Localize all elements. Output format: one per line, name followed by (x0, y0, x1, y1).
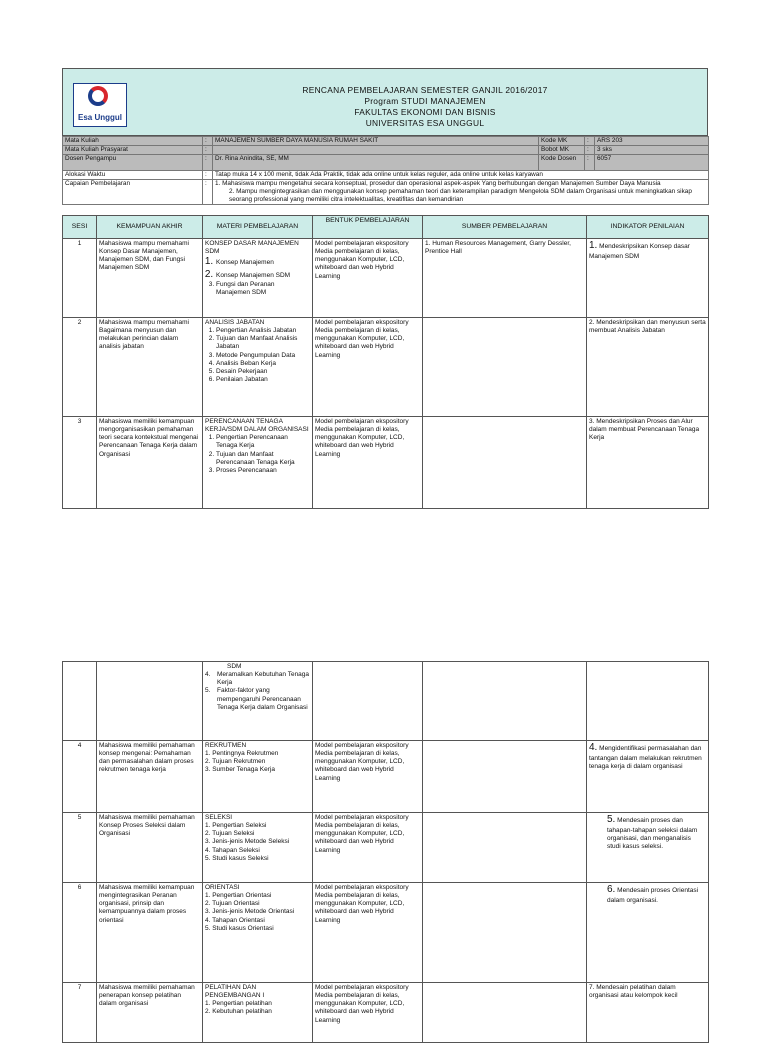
materi-cell (203, 239, 313, 318)
materi-title: SELEKSI (205, 814, 233, 821)
materi-item: 2. Tujuan dan Manfaat Perencanaan Tenaga Kerja (216, 451, 310, 467)
col-sesi: SESI (63, 216, 97, 239)
bentuk-cell (313, 318, 423, 417)
bentuk-item-1: Model pembelajaran ekspository (315, 742, 409, 749)
capaian-item-2: 2. Mampu mengintegrasikan dan menggunakan konsep pemahaman teori dan keterampilan paradigm Mengelola SDM dalam Organisasi untuk meningkatkan sikap seorang professional yang memiliki citra intelektualitas, kreatifitas dan kemandirian (229, 188, 692, 203)
bentuk-cell (313, 239, 423, 318)
bentuk-item-2: Media pembelajaran di kelas, menggunakan Komputer, LCD, whiteboard dan web Hybrid Learning (315, 992, 405, 1024)
bentuk-item-2: Media pembelajaran di kelas, menggunakan Komputer, LCD, whiteboard dan web Hybrid Learning (315, 327, 405, 359)
bentuk-cell (313, 883, 423, 983)
materi-item: 1. Pengertian Seleksi (205, 822, 267, 830)
bobot-value: 3 sks (595, 146, 709, 155)
university-logo (73, 83, 127, 127)
mata-kuliah-label: Mata Kuliah (63, 137, 203, 146)
materi-title: PERENCANAAN TENAGA KERJA/SDM DALAM ORGANISASI (205, 418, 309, 434)
materi-cell (203, 741, 313, 813)
bentuk-item-1: Model pembelajaran ekspository (315, 984, 409, 991)
rps-table (62, 215, 709, 509)
materi-item: 2. Tujuan Orientasi (205, 900, 260, 908)
indikator-cell: 3. Mendeskripsikan Proses dan Alur dalam membuat Perencanaan Tenaga Kerja (587, 417, 709, 509)
materi-item: 4. Tahapan Seleksi (205, 846, 260, 854)
sesi-cell: 7 (63, 983, 97, 1043)
table-row (63, 318, 709, 417)
materi-cell (203, 983, 313, 1043)
materi-title: PELATIHAN DAN PENGEMBANGAN I (205, 984, 265, 1000)
col-indikator: INDIKATOR PENILAIAN (587, 216, 709, 239)
materi-item: 1. Pengertian Orientasi (205, 892, 272, 900)
sumber-cell: 1. Human Resources Management, Garry Dessler, Prentice Hall (423, 239, 587, 318)
materi-title: ANALISIS JABATAN (205, 319, 265, 326)
mata-kuliah-value: MANAJEMEN SUMBER DAYA MANUSIA RUMAH SAKIT (213, 137, 539, 146)
logo-emblem-icon (88, 86, 108, 106)
kode-mk-value: ARS 203 (595, 137, 709, 146)
dosen-value: Dr. Rina Anindita, SE, MM (213, 155, 539, 171)
indikator-cell: 6. Mendesain proses Orientasi dalam organisasi. (587, 883, 709, 983)
materi-item: 4. Tahapan Orientasi (205, 916, 265, 924)
bentuk-item-1: Model pembelajaran ekspository (315, 418, 409, 425)
bentuk-cell (313, 813, 423, 883)
materi-item: 4. Meramalkan Kebutuhan Tenaga Kerja (205, 671, 310, 687)
kode-dosen-label: Kode Dosen (539, 155, 585, 171)
materi-item: 2. Tujuan Seleksi (205, 830, 255, 838)
materi-title: REKRUTMEN (205, 742, 247, 749)
indikator-cell: 1. Mendeskripsikan Konsep dasar Manajemen SDM (587, 239, 709, 318)
table-row (63, 883, 709, 983)
kemampuan-cell: Mahasiswa memiliki kemampuan mengorganisasikan pemahaman teori secara kontekstual mengenai Perencanaan Tenaga Kerja dalam Organisasi (97, 417, 203, 509)
bentuk-item-1: Model pembelajaran ekspository (315, 319, 409, 326)
bentuk-item-1: Model pembelajaran ekspository (315, 240, 409, 247)
materi-item: 3. Jenis-jenis Metode Orientasi (205, 908, 295, 916)
title-line-4: UNIVERSITAS ESA UNGGUL (365, 117, 485, 128)
capaian-label: Capaian Pembelajaran (63, 180, 203, 205)
col-kemampuan: KEMAMPUAN AKHIR (97, 216, 203, 239)
course-info-table: Mata Kuliah : MANAJEMEN SUMBER DAYA MANUSIA RUMAH SAKIT Kode MK : ARS 203 Mata Kuliah Prasyarat : Bobot MK : 3 sks Dosen Pengampu : Dr. Rina Anindita, SE, MM Kode Dosen : 6057 Alokasi Waktu : Tatap muka 14 x 100 menit, tidak Ada Praktik, tidak ada online untuk kelas reguler, ada online untuk kelas karyawan Capaian Pembelajaran : 1. Mahasiswa mampu mengetahui secara konseptual, prosedur dan operasional aspek-aspek Yang berhubungan dengan Manajemen Sumber Daya Manusia 2. Mampu mengintegrasikan dan menggunakan konsep pemahaman teori dan keterampilan paradigm Mengelola SDM dalam Organisasi untuk meningkatkan sikap seorang professional yang memiliki citra intelektualitas, kreatifitas dan kemandirian (62, 136, 709, 205)
table-row (63, 813, 709, 883)
kemampuan-cell: Mahasiswa memiliki kemampuan mengintegrasikan Peranan organisasi, prinsip dan kemampuannya dalam proses orientasi (97, 883, 203, 983)
bobot-label: Bobot MK (539, 146, 585, 155)
kemampuan-cell: Mahasiswa mampu memahami Bagaimana menyusun dan melakukan perincian dalam analisis jabatan (97, 318, 203, 417)
materi-item: 1. Pengertian pelatihan (205, 1000, 272, 1008)
sesi-cell: 1 (63, 239, 97, 318)
kemampuan-cell: Mahasiswa mampu memahami Konsep Dasar Manajemen, Manajemen SDM, dan Fungsi Manajemen SDM (97, 239, 203, 318)
materi-title: KONSEP DASAR MANAJEMEN SDM (205, 240, 299, 256)
materi-cell (203, 662, 313, 741)
bentuk-item-1: Model pembelajaran ekspository (315, 884, 409, 891)
materi-continued: SDM (227, 663, 242, 670)
materi-item: 2. Tujuan dan Manfaat Analisis Jabatan (216, 335, 310, 351)
kemampuan-cell: Mahasiswa memiliki pemahaman Konsep Proses Seleksi dalam Organisasi (97, 813, 203, 883)
materi-item: 2. Kebutuhan pelatihan (205, 1008, 272, 1016)
materi-cell (203, 318, 313, 417)
bentuk-item-2: Media pembelajaran di kelas, menggunakan Komputer, LCD, whiteboard dan web Hybrid Learning (315, 426, 405, 458)
sesi-cell: 5 (63, 813, 97, 883)
page-two (62, 661, 708, 1043)
materi-item: 2. Konsep Manajemen SDM (216, 269, 310, 282)
indikator-cell: 4. Mengidentifikasi permasalahan dan tantangan dalam melakukan rekrutmen tenaga kerja di dalam organisasi (587, 741, 709, 813)
bentuk-item-1: Model pembelajaran ekspository (315, 814, 409, 821)
indikator-cell: 5. Mendesain proses dan tahapan-tahapan seleksi dalam organisasi, dan menganalisis studi kasus seleksi. (587, 813, 709, 883)
page-one (62, 68, 708, 509)
materi-item: 3. Metode Pengumpulan Data (216, 352, 310, 360)
table-row (63, 983, 709, 1043)
materi-item: 3. Proses Perencanaan (216, 467, 310, 475)
bentuk-cell (313, 741, 423, 813)
sesi-cell: 6 (63, 883, 97, 983)
materi-item: 1. Konsep Manajemen (216, 256, 310, 269)
kemampuan-cell: Mahasiswa memiliki pemahaman konsep mengenai: Pemahaman dan permasalahan dalam proses rekrutmen tenaga kerja (97, 741, 203, 813)
materi-item: 4. Analisis Beban Kerja (216, 360, 310, 368)
capaian-item-1: 1. Mahasiswa mampu mengetahui secara konseptual, prosedur dan operasional aspek-aspek Yang berhubungan dengan Manajemen Sumber Daya Manusia (215, 180, 661, 187)
title-line-2: Program STUDI MANAJEMEN (364, 95, 486, 106)
materi-item: 3. Fungsi dan Peranan Manajemen SDM (216, 281, 310, 297)
materi-item: 3. Jenis-jenis Metode Seleksi (205, 838, 290, 846)
kode-mk-label: Kode MK (539, 137, 585, 146)
rps-table-continued (62, 661, 709, 1043)
materi-item: 2. Tujuan Rekrutmen (205, 758, 266, 766)
table-row (63, 417, 709, 509)
materi-item: 5. Desain Pekerjaan (216, 368, 310, 376)
bentuk-item-2: Media pembelajaran di kelas, menggunakan Komputer, LCD, whiteboard dan web Hybrid Learning (315, 892, 405, 924)
title-line-1: RENCANA PEMBELAJARAN SEMESTER GANJIL 2016/2017 (302, 85, 548, 95)
title-line-3: FAKULTAS EKONOMI DAN BISNIS (354, 106, 496, 117)
col-sumber: SUMBER PEMBELAJARAN (423, 216, 587, 239)
materi-item: 5. Studi kasus Seleksi (205, 854, 269, 862)
prasyarat-label: Mata Kuliah Prasyarat (63, 146, 203, 155)
materi-cell (203, 883, 313, 983)
bentuk-item-2: Media pembelajaran di kelas, menggunakan Komputer, LCD, whiteboard dan web Hybrid Learning (315, 248, 405, 280)
bentuk-cell (313, 417, 423, 509)
table-row (63, 239, 709, 318)
col-materi: MATERI PEMBELAJARAN (203, 216, 313, 239)
table-row (63, 662, 709, 741)
sumber-cell (423, 318, 587, 417)
sesi-cell: 3 (63, 417, 97, 509)
materi-cell (203, 417, 313, 509)
materi-cell (203, 813, 313, 883)
kode-dosen-value: 6057 (595, 155, 709, 171)
materi-item: 3. Sumber Tenaga Kerja (205, 766, 275, 774)
sesi-cell: 2 (63, 318, 97, 417)
alokasi-value: Tatap muka 14 x 100 menit, tidak Ada Praktik, tidak ada online untuk kelas reguler, ada online untuk kelas karyawan (213, 171, 709, 180)
bentuk-item-2: Media pembelajaran di kelas, menggunakan Komputer, LCD, whiteboard dan web Hybrid Learning (315, 750, 405, 782)
materi-item: 6. Penilaian Jabatan (216, 376, 310, 384)
capaian-value (213, 180, 709, 205)
document-title (153, 85, 697, 129)
materi-item: 1. Pentingnya Rekrutmen (205, 750, 279, 758)
dosen-label: Dosen Pengampu (63, 155, 203, 171)
materi-item: 5. Faktor-faktor yang mempengaruhi Perencanaan Tenaga Kerja dalam Organisasi (205, 687, 308, 711)
materi-item: 1. Pengertian Analisis Jabatan (216, 327, 310, 335)
bentuk-item-2: Media pembelajaran di kelas, menggunakan Komputer, LCD, whiteboard dan web Hybrid Learning (315, 822, 405, 854)
logo-text: Esa Unggul (77, 113, 122, 122)
document-header (62, 68, 708, 136)
materi-item: 5. Studi kasus Orientasi (205, 924, 274, 932)
table-row (63, 741, 709, 813)
bentuk-cell (313, 983, 423, 1043)
kemampuan-cell: Mahasiswa memiliki pemahaman penerapan konsep pelatihan dalam organisasi (97, 983, 203, 1043)
indikator-cell: 7. Mendesain pelatihan dalam organisasi atau kelompok kecil (587, 983, 709, 1043)
sumber-cell (423, 417, 587, 509)
col-bentuk: BENTUK PEMBELAJARAN (313, 216, 423, 239)
materi-title: ORIENTASI (205, 884, 240, 891)
indikator-cell: 2. Mendeskripsikan dan menyusun serta membuat Analisis Jabatan (587, 318, 709, 417)
sesi-cell: 4 (63, 741, 97, 813)
alokasi-label: Alokasi Waktu (63, 171, 203, 180)
materi-item: 1. Pengertian Perencanaan Tenaga Kerja (216, 434, 310, 450)
